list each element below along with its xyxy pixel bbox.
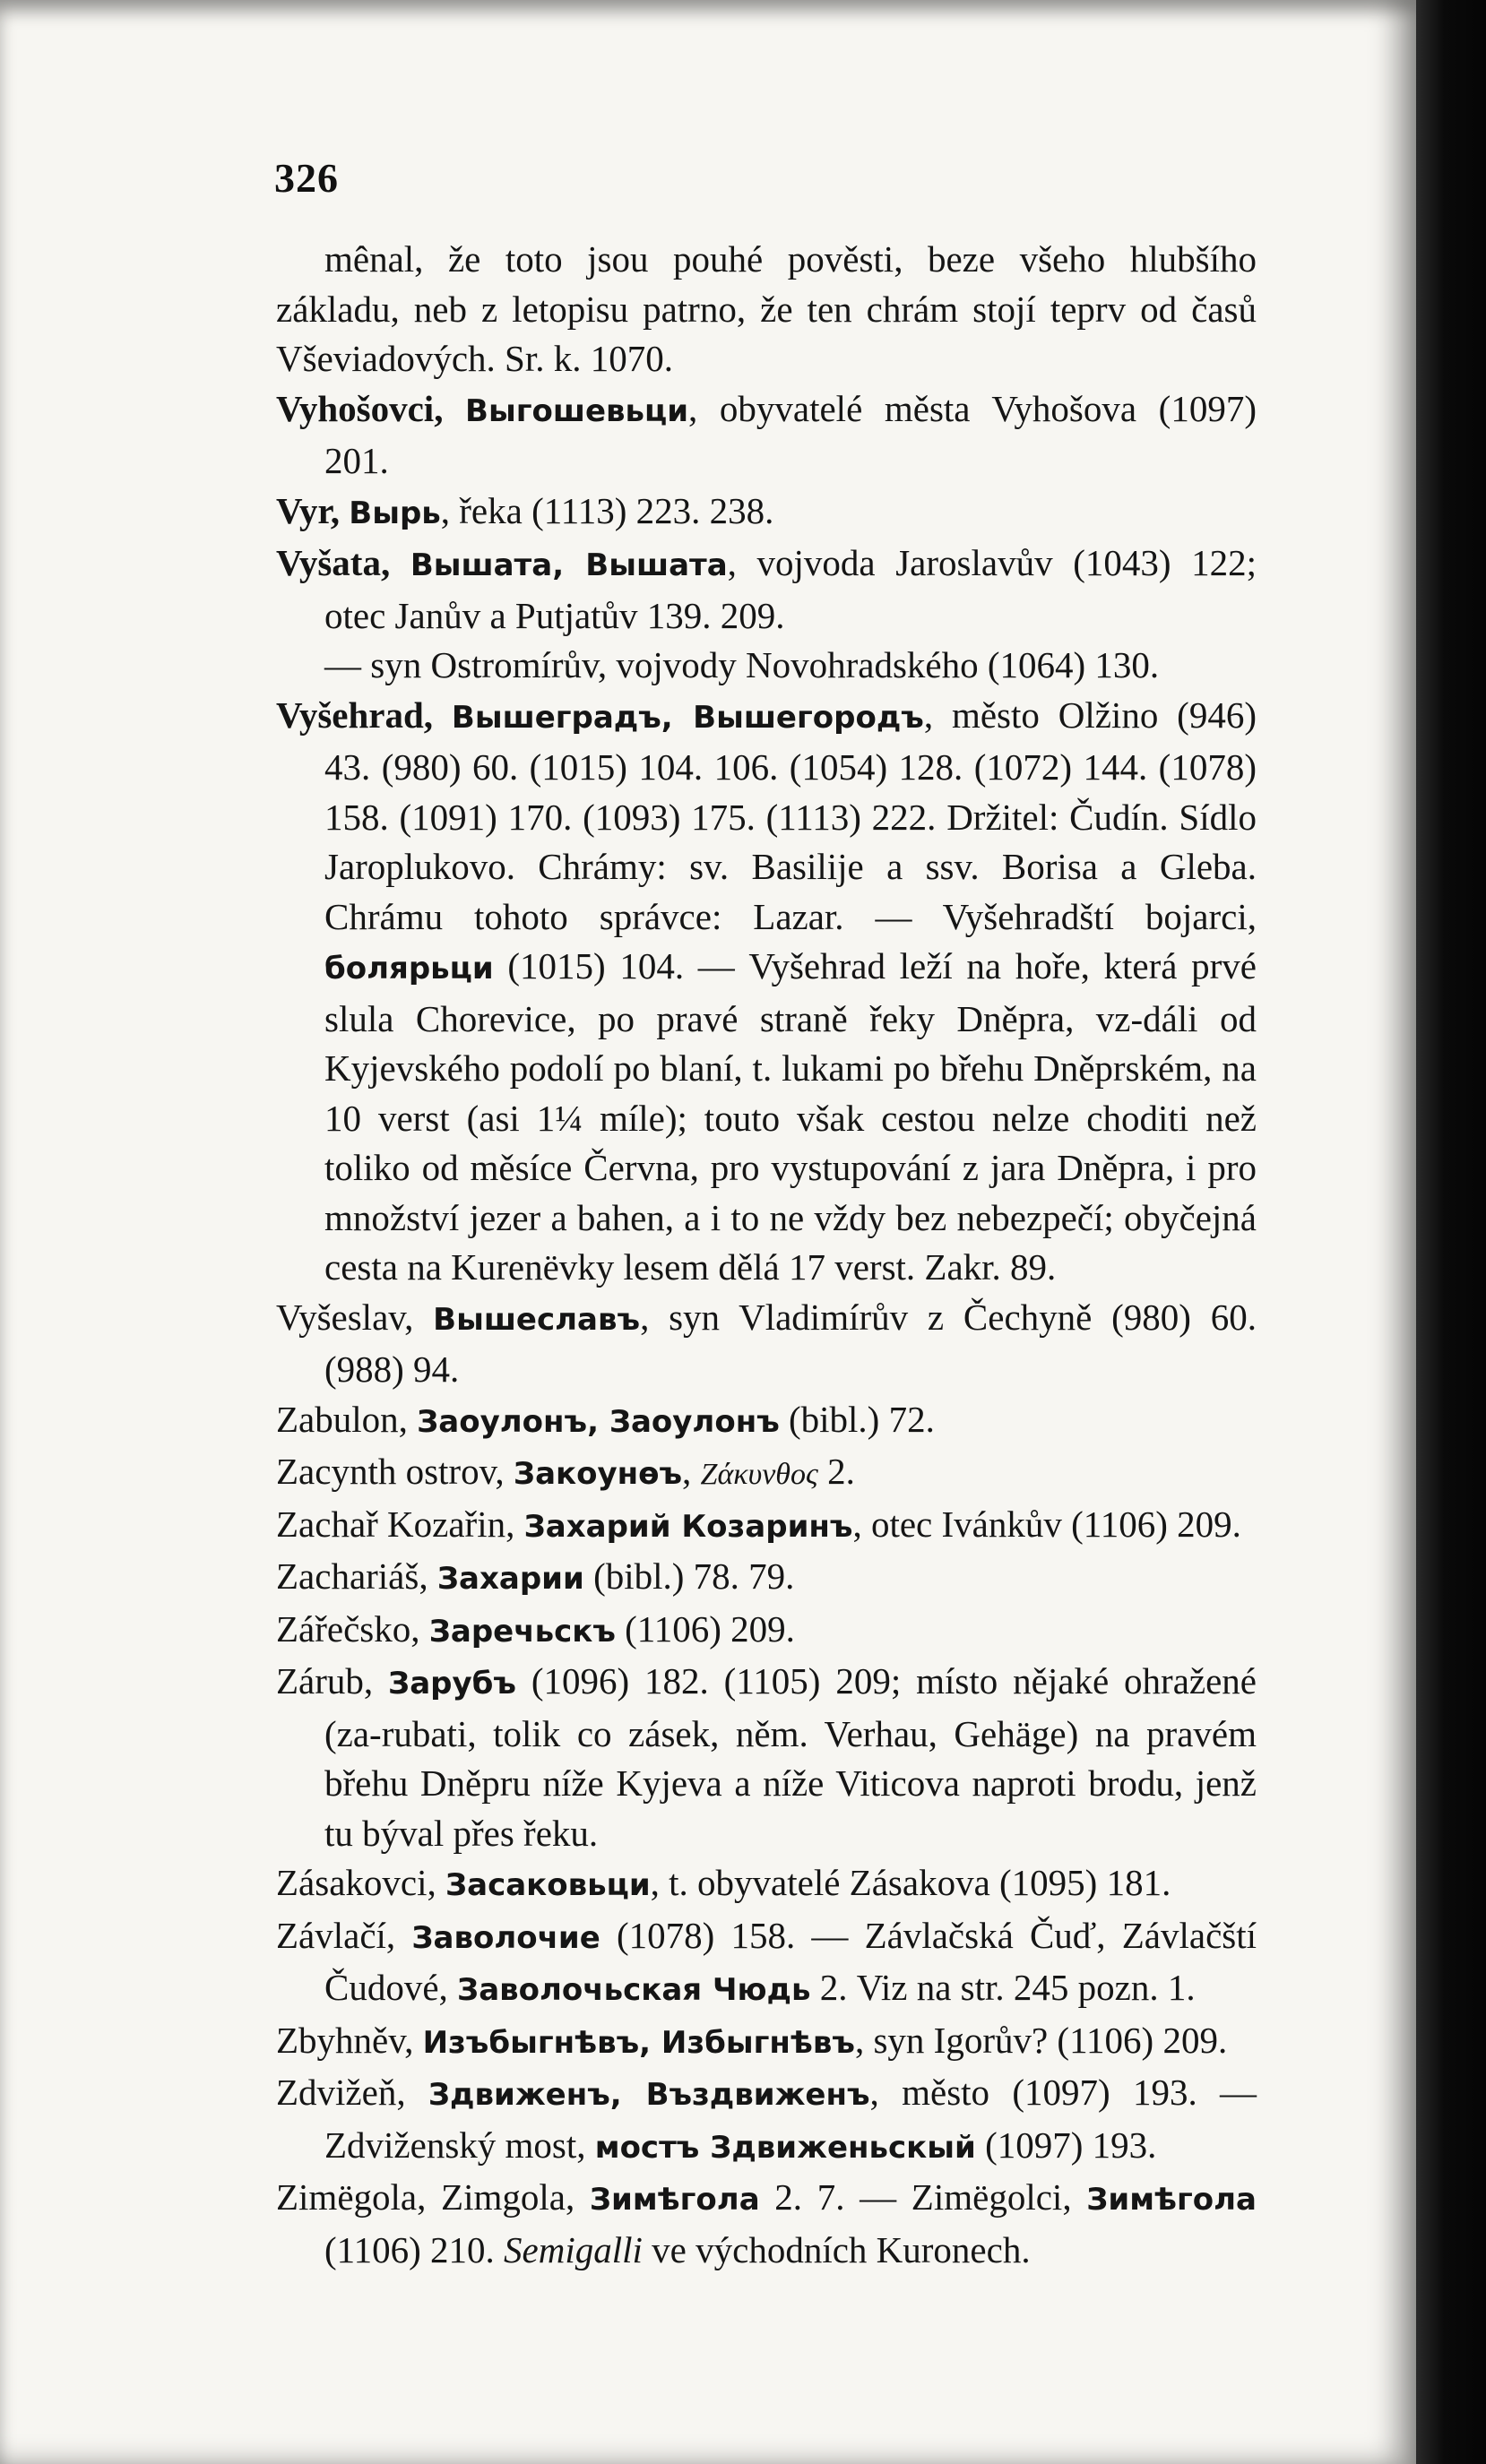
- dictionary-entry: [276, 2016, 1257, 2069]
- entry-text: Zásakovci,: [276, 1862, 445, 1903]
- entry-text: , město (1097) 193. — Zdviženský most,: [324, 2072, 1257, 2166]
- entry-text: , město Olžino (946) 43. (980) 60. (1015) 104. 106. (1054) 128. (1072) 144. (1078) 158. (1091) 170. (1093) 175. (1113) 222. Držitel: Čudín. Sídlo Jaroplukovo. Chrámy: sv. Basilije a ssv. Borisa a Gleba. Chrámu tohoto správce: Lazar. — Vyšehradští bojarci,: [324, 694, 1257, 937]
- slavonic-form: Закоунѳъ: [513, 1456, 683, 1492]
- dictionary-entry: [276, 2068, 1257, 2173]
- dictionary-entry: [276, 1657, 1257, 1858]
- slavonic-form: Изъбыгнѣвъ, Избыгнѣвъ: [422, 2024, 855, 2061]
- entry-text: , obyvatelé města Vyhošova (1097) 201.: [324, 387, 1257, 481]
- dictionary-entry: [276, 1447, 1257, 1500]
- page-edge-shadow: [1416, 0, 1486, 2464]
- slavonic-form: Заоулонъ, Заоулонъ: [417, 1403, 780, 1440]
- entry-text: (1096) 182. (1105) 209; místo nějaké ohražené (za-rubati, tolik co zásek, něm. Verhau, Gehäge) na pravém břehu Dněpru níže Kyjeva a níže Viticova naproti brodu, jenž tu býval přes řeku.: [324, 1660, 1257, 1854]
- entry-text: — syn Ostromírův, vojvody Novohradského (1064) 130.: [324, 644, 1160, 685]
- entry-text: (1106) 209.: [615, 1607, 795, 1650]
- slavonic-form: Заволочьская Чюдь: [457, 1972, 811, 2008]
- dictionary-entry: [276, 1605, 1257, 1658]
- dictionary-entry: [276, 1395, 1257, 1448]
- entry-text: mênal, že toto jsou pouhé pověsti, beze všeho hlubšího základu, neb z letopisu patrno, že ten chrám stojí teprv od časů Vševiadových. Sr. k. 1070.: [276, 238, 1257, 379]
- entry-text: 2. Viz na str. 245 pozn. 1.: [810, 1967, 1196, 2008]
- greek-form: Ζάκυνθος: [700, 1458, 818, 1491]
- slavonic-form: Выгошевьци: [465, 392, 689, 429]
- dictionary-entry: [276, 1911, 1257, 2016]
- dictionary-entry: [276, 691, 1257, 1293]
- slavonic-form: Зимѣгола: [1086, 2182, 1257, 2218]
- slavonic-form: Засаковьци: [445, 1867, 651, 1903]
- entry-text: (1015) 104. — Vyšehrad leží na hoře, která prvé slula Chorevice, po pravé straně řeky Dněpra, vz-dáli od Kyjevského podolí po blaní, t. lukami po břehu Dněprském, na 10 verst (asi 1¼ míle); touto však cestou nelze choditi než toliko od měsíce Června, pro vystupování z jara Dněpra, i pro množství jezer a bahen, a i to ne vždy bez nebezpečí; obyčejná cesta na Kurenëvky lesem dělá 17 verst. Zakr. 89.: [324, 945, 1257, 1288]
- entry-text: , syn Igorův? (1106) 209.: [854, 2019, 1228, 2061]
- entry-text: ,: [682, 1451, 701, 1492]
- entry-text: Vyr,: [276, 489, 350, 531]
- entry-text: Vyšehrad,: [276, 694, 452, 736]
- slavonic-form: Зимѣгола: [589, 2182, 760, 2218]
- entry-text: Vyšata,: [276, 542, 410, 583]
- slavonic-form: Заволочие: [411, 1919, 600, 1956]
- entry-text: Semigalli: [504, 2228, 643, 2270]
- entry-text: 2.: [817, 1451, 855, 1492]
- entry-text: Zacynth ostrov,: [276, 1451, 514, 1492]
- page-number: 326: [274, 155, 339, 201]
- entry-text: (1078) 158. — Závlačská Čuď, Závlačští Čudové,: [324, 1914, 1257, 2008]
- entry-text: Vyhošovci,: [276, 387, 466, 429]
- slavonic-form: Вырь: [349, 495, 441, 531]
- slavonic-form: Захарий Козаринъ: [523, 1508, 853, 1545]
- entry-text: Zbyhněv,: [276, 2019, 423, 2061]
- entry-text: , vojvoda Jaroslavův (1043) 122; otec Janův a Putjatův 139. 209.: [324, 542, 1257, 636]
- slavonic-form: Здвиженъ, Въздвиженъ: [428, 2077, 870, 2113]
- entry-text: (bibl.) 72.: [779, 1398, 935, 1440]
- slavonic-form: Вышеславъ: [433, 1301, 641, 1338]
- entry-text: Zářečsko,: [276, 1607, 429, 1650]
- dictionary-entry: [276, 641, 1257, 691]
- entry-text: (1097) 193.: [975, 2124, 1157, 2166]
- dictionary-entry: [276, 2173, 1257, 2275]
- dictionary-entry: [276, 487, 1257, 539]
- slavonic-form: Заречьскъ: [428, 1613, 616, 1650]
- entry-text: 2. 7. — Zimëgolci,: [759, 2176, 1087, 2218]
- dictionary-text: [276, 235, 1257, 2275]
- dictionary-entry: [276, 384, 1257, 487]
- slavonic-form: болярьци: [324, 951, 494, 986]
- slavonic-form: Захарии: [436, 1561, 584, 1597]
- entry-text: , syn Vladimírův z Čechyně (980) 60. (988) 94.: [324, 1296, 1257, 1390]
- entry-text: Závlačí,: [276, 1914, 412, 1956]
- slavonic-form: мостъ Здвиженьскый: [594, 2129, 976, 2166]
- entry-text: Zárub,: [276, 1660, 389, 1702]
- slavonic-form: Вышата, Вышата: [410, 547, 728, 583]
- entry-text: Zdvižeň,: [276, 2072, 428, 2113]
- entry-text: Zabulon,: [276, 1398, 418, 1440]
- entry-text: ve východních Kuronech.: [642, 2228, 1031, 2270]
- entry-text: (1106) 210.: [324, 2228, 505, 2270]
- entry-text: Vyšeslav,: [276, 1296, 434, 1338]
- dictionary-entry: [276, 1552, 1257, 1605]
- entry-text: (bibl.) 78. 79.: [583, 1555, 795, 1597]
- entry-text: , t. obyvatelé Zásakova (1095) 181.: [650, 1862, 1171, 1903]
- entry-text: Zachariáš,: [276, 1555, 437, 1597]
- entry-text: Zachař Kozařin,: [276, 1503, 524, 1545]
- dictionary-entry: [276, 1858, 1257, 1911]
- dictionary-entry: [276, 1293, 1257, 1395]
- entry-text: , řeka (1113) 223. 238.: [440, 489, 774, 531]
- slavonic-form: Вышеградъ, Вышегородъ: [451, 699, 924, 736]
- slavonic-form: Зарубъ: [388, 1666, 516, 1702]
- entry-text: Zimëgola, Zimgola,: [276, 2176, 590, 2218]
- entry-text: , otec Ivánkův (1106) 209.: [852, 1503, 1241, 1545]
- dictionary-entry: [276, 538, 1257, 641]
- dictionary-entry: [276, 235, 1257, 384]
- dictionary-entry: [276, 1500, 1257, 1553]
